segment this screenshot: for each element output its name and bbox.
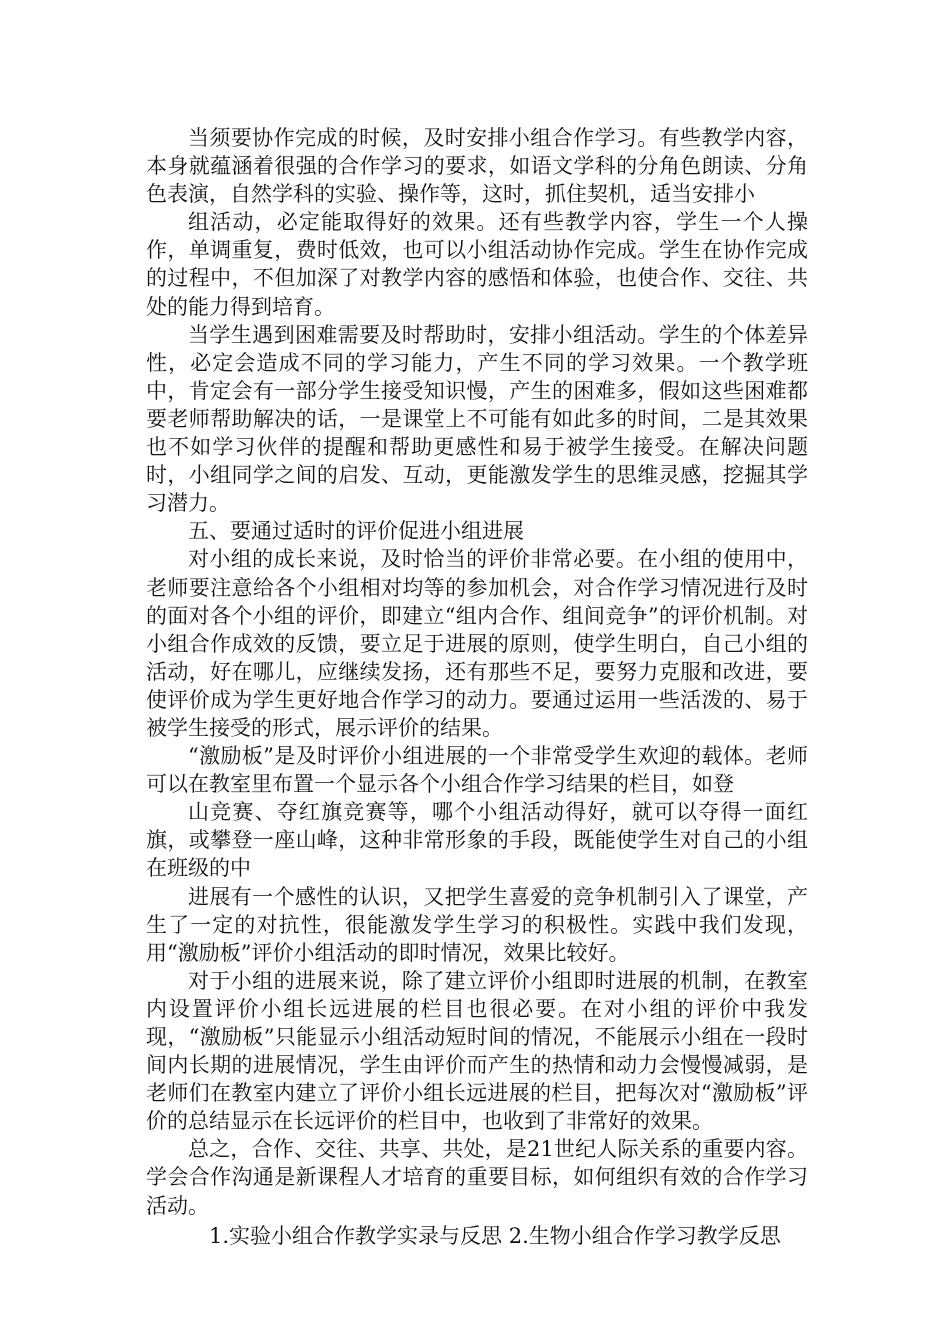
- paragraph-4: 对小组的成长来说，及时恰当的评价非常必要。在小组的使用中，老师要注意给各个小组相对均等的参加机会，对合作学习情况进行及时的面对各个小组的评价，即建立“组内合作、组间竞争”的评价机制。对小组合作成效的反馈，要立足于进展的原则，使学生明白，自己小组的活动，好在哪儿，应继续发扬，还有那些不足，要努力克服和改进，要使评价成为学生更好地合作学习的动力。要通过运用一些活泼的、易于被学生接受的形式，展示评价的结果。: [146, 547, 808, 740]
- paragraph-1: 当须要协作完成的时候，及时安排小组合作学习。有些教学内容，本身就蕴涵着很强的合作学习的要求，如语文学科的分角色朗读、分角色表演，自然学科的实验、操作等，这时，抓住契机，适当安排小: [146, 126, 808, 207]
- paragraph-9: 总之，合作、交往、共享、共处，是21世纪人际关系的重要内容。学会合作沟通是新课程人才培育的重要目标，如何组织有效的合作学习活动。: [146, 1137, 808, 1218]
- paragraph-8: 对于小组的进展来说，除了建立评价小组即时进展的机制，在教室内设置评价小组长远进展的栏目也很必要。在对小组的评价中我发现，“激励板”只能显示小组活动短时间的情况，不能展示小组在一段时间内长期的进展情况，学生由评价而产生的热情和动力会慢慢减弱，是老师们在教室内建立了评价小组长远进展的栏目，把每次对“激励板”评价的总结显示在长远评价的栏目中，也收到了非常好的效果。: [146, 968, 808, 1134]
- paragraph-6: 山竞赛、夺红旗竞赛等，哪个小组活动得好，就可以夺得一面红旗，或攀登一座山峰，这种非常形象的手段，既能使学生对自己的小组在班级的中: [146, 800, 808, 881]
- paragraph-5: “激励板”是及时评价小组进展的一个非常受学生欢迎的载体。老师可以在教室里布置一个显示各个小组合作学习结果的栏目，如登: [146, 744, 808, 797]
- document-body: [146, 124, 808, 1250]
- related-links[interactable]: 1.实验小组合作教学实录与反思 2.生物小组合作学习教学反思: [209, 1223, 781, 1248]
- paragraph-7: 进展有一个感性的认识，又把学生喜爱的竞争机制引入了课堂，产生了一定的对抗性，很能激发学生学习的积极性。实践中我们发现，用“激励板”评价小组活动的即时情况，效果比较好。: [146, 884, 808, 965]
- section-heading: 五、要通过适时的评价促进小组进展: [188, 519, 524, 544]
- paragraph-2: 组活动，必定能取得好的效果。还有些教学内容，学生一个人操作，单调重复，费时低效，也可以小组活动协作完成。学生在协作完成的过程中，不但加深了对教学内容的感悟和体验，也使合作、交往、共处的能力得到培育。: [146, 210, 808, 319]
- paragraph-3: 当学生遇到困难需要及时帮助时，安排小组活动。学生的个体差异性，必定会造成不同的学习能力，产生不同的学习效果。一个教学班中，肯定会有一部分学生接受知识慢，产生的困难多，假如这些困难都要老师帮助解决的话，一是课堂上不可能有如此多的时间，二是其效果也不如学习伙伴的提醒和帮助更感性和易于被学生接受。在解决问题时，小组同学之间的启发、互动，更能激发学生的思维灵感，挖掘其学习潜力。: [146, 322, 808, 516]
